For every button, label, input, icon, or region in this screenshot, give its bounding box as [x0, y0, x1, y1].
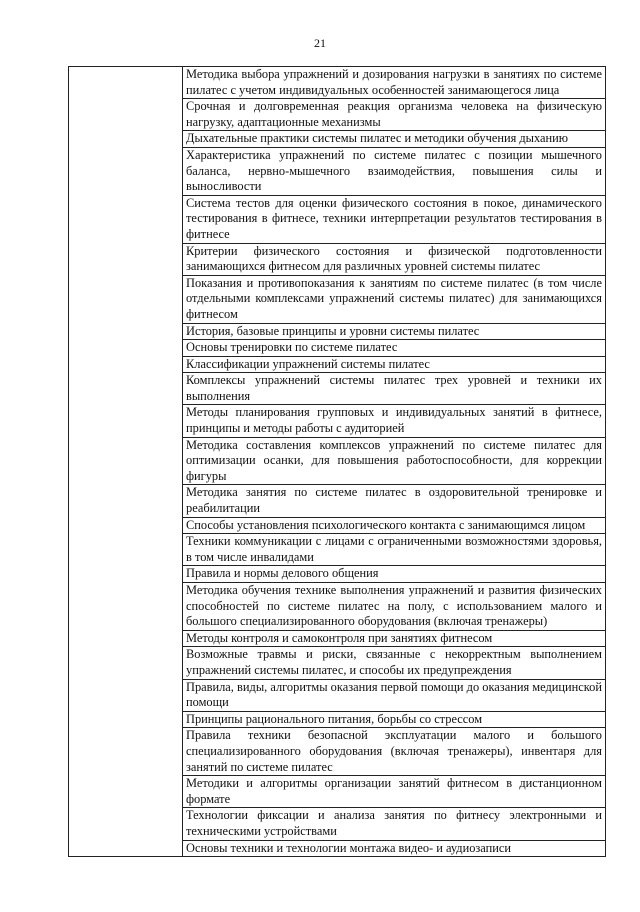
knowledge-item: Техники коммуникации с лицами с ограниченными возможностями здоровья, в том числе инвалидами [183, 534, 606, 566]
knowledge-item: Методика занятия по системе пилатес в оздоровительной тренировке и реабилитации [183, 485, 606, 517]
knowledge-item: Способы установления психологического контакта с занимающимся лицом [183, 517, 606, 534]
page-number: 21 [314, 36, 326, 50]
knowledge-item: История, базовые принципы и уровни системы пилатес [183, 323, 606, 340]
requirements-table [68, 66, 606, 857]
knowledge-item: Срочная и долговременная реакция организма человека на физическую нагрузку, адаптационные механизмы [183, 99, 606, 131]
knowledge-item: Технологии фиксации и анализа занятия по фитнесу электронными и техническими устройствами [183, 808, 606, 840]
knowledge-item: Дыхательные практики системы пилатес и методики обучения дыханию [183, 131, 606, 148]
knowledge-item: Показания и противопоказания к занятиям по системе пилатес (в том числе отдельными комплексами упражнений системы пилатес) для занимающихся фитнесом [183, 275, 606, 323]
knowledge-item: Комплексы упражнений системы пилатес трех уровней и техники их выполнения [183, 373, 606, 405]
knowledge-item: Возможные травмы и риски, связанные с некорректным выполнением упражнений системы пилатес, и способы их предупреждения [183, 647, 606, 679]
knowledge-item: Методика выбора упражнений и дозирования нагрузки в занятиях по системе пилатес с учетом индивидуальных особенностей занимающегося лица [183, 67, 606, 99]
knowledge-item: Методы контроля и самоконтроля при занятиях фитнесом [183, 630, 606, 647]
knowledge-item: Методика составления комплексов упражнений по системе пилатес для оптимизации осанки, для повышения работоспособности, для коррекции фигуры [183, 437, 606, 485]
knowledge-item: Основы тренировки по системе пилатес [183, 340, 606, 357]
knowledge-item: Правила, виды, алгоритмы оказания первой помощи до оказания медицинской помощи [183, 679, 606, 711]
knowledge-item: Методика обучения технике выполнения упражнений и развития физических способностей по системе пилатес на полу, с использованием малого и большого специализированного оборудования (включая тренажеры) [183, 583, 606, 631]
knowledge-item: Система тестов для оценки физического состояния в покое, динамического тестирования в фитнесе, техники интерпретации результатов тестирования в фитнесе [183, 195, 606, 243]
knowledge-item: Критерии физического состояния и физической подготовленности занимающихся фитнесом для различных уровней системы пилатес [183, 243, 606, 275]
knowledge-item: Правила техники безопасной эксплуатации малого и большого специализированного оборудования (включая тренажеры), инвентаря для занятий по системе пилатес [183, 728, 606, 776]
requirements-table-body [69, 67, 606, 857]
knowledge-item: Основы техники и технологии монтажа видео- и аудиозаписи [183, 840, 606, 857]
knowledge-item: Методы планирования групповых и индивидуальных занятий в фитнесе, принципы и методы работы с аудиторией [183, 405, 606, 437]
knowledge-item: Классификации упражнений системы пилатес [183, 356, 606, 373]
knowledge-item: Методики и алгоритмы организации занятий фитнесом в дистанционном формате [183, 776, 606, 808]
label-column-cell [69, 67, 183, 857]
table-row [69, 67, 606, 99]
knowledge-item: Характеристика упражнений по системе пилатес с позиции мышечного баланса, нервно-мышечного взаимодействия, повышения силы и выносливости [183, 147, 606, 195]
knowledge-item: Правила и нормы делового общения [183, 566, 606, 583]
knowledge-item: Принципы рационального питания, борьбы со стрессом [183, 711, 606, 728]
